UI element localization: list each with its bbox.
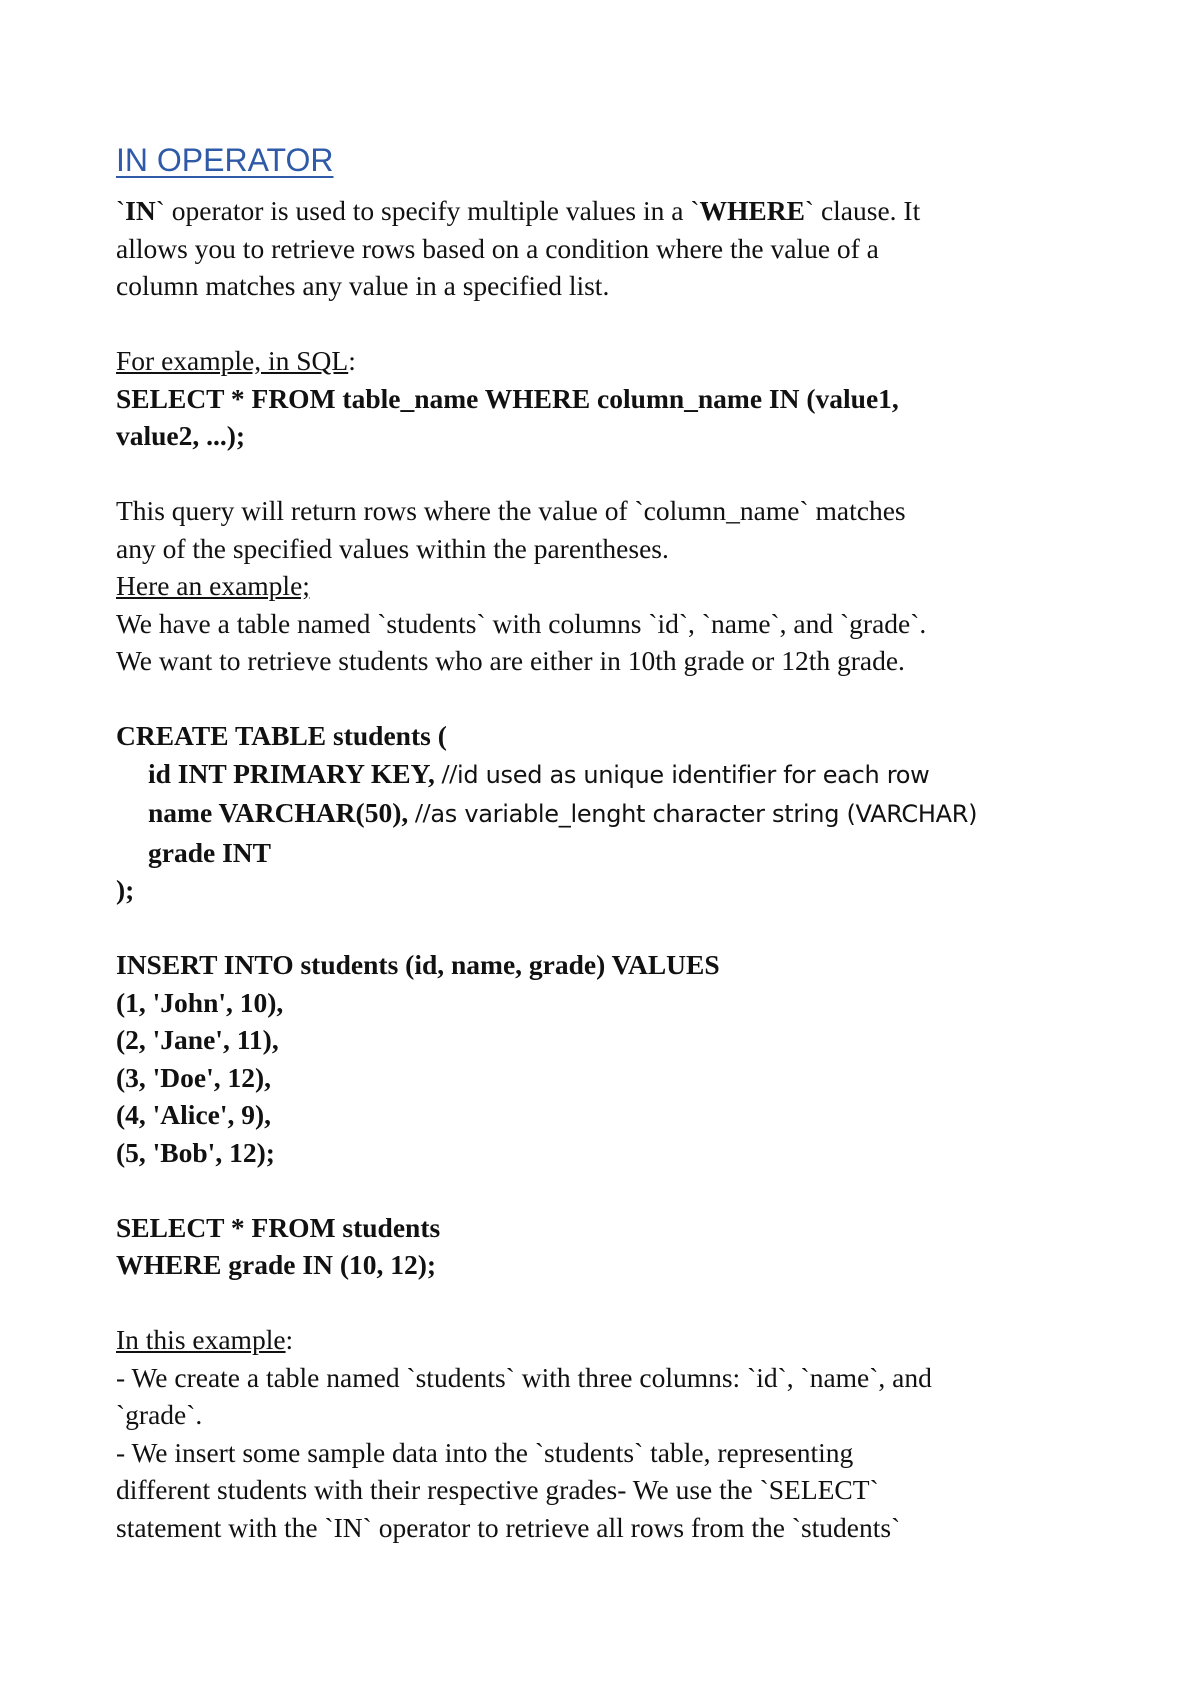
sql-syntax-line-1: SELECT * FROM table_name WHERE column_name IN (value1, [116,382,899,414]
example-label: For example, in SQL [116,345,349,376]
summary-line-3: - We insert some sample data into the `students` table, representing [116,1436,854,1468]
summary-line-1: - We create a table named `students` with three columns: `id`, `name`, and [116,1361,932,1393]
column-grade-line: grade INT [148,836,271,868]
summary-line-5: statement with the `IN` operator to retrieve all rows from the `students` [116,1511,901,1543]
column-name-comment: as variable_lenght character string (VARCHAR) [430,800,978,828]
sql-syntax-line-2: value2, ...); [116,420,246,451]
insert-row: (4, 'Alice', 9), [116,1099,272,1130]
explain-line-4: We want to retrieve students who are either in 10th grade or 12th grade. [116,645,905,676]
column-name-line [116,794,1096,834]
insert-row: (5, 'Bob', 12); [116,1136,275,1168]
spacer [116,305,1096,343]
summary-colon: : [285,1324,294,1355]
insert-row: (3, 'Doe', 12), [116,1061,272,1093]
document-page [116,138,1096,1546]
summary-label-line [116,1321,1096,1359]
here-example-label: Here an example; [116,570,310,601]
spacer [116,455,1096,493]
intro-text: ` [116,195,126,226]
intro-text: ` clause. It [804,195,921,226]
create-table-line: CREATE TABLE students ( [116,720,447,751]
insert-line: INSERT INTO students (id, name, grade) VALUES [116,949,720,980]
example-label-line [116,342,1096,380]
column-id-comment: id used as unique identifier for each row [456,760,930,789]
create-table-close: ); [116,874,135,905]
summary-line-4: different students with their respective grades- We use the `SELECT` [116,1474,879,1505]
summary-label: In this example [116,1324,286,1355]
explain-line-1: This query will return rows where the value of `column_name` matches [116,495,906,526]
intro-line-2: allows you to retrieve rows based on a condition where the value of a [116,232,879,264]
column-id-line [116,755,1096,795]
here-example-line [116,567,1096,605]
insert-row: (2, 'Jane', 11), [116,1024,279,1055]
where-keyword: WHERE [699,195,805,226]
explain-line-2: any of the specified values within the parentheses. [116,532,669,564]
column-id-code: id INT PRIMARY KEY, // [148,757,457,789]
select-line-2: WHERE grade IN (10, 12); [116,1249,437,1280]
intro-line-1 [116,192,1096,230]
insert-row: (1, 'John', 10), [116,986,284,1018]
spacer [116,1171,1096,1209]
column-name-code: name VARCHAR(50), // [148,797,431,828]
select-line-1: SELECT * FROM students [116,1211,441,1243]
intro-line-3: column matches any value in a specified list. [116,270,610,301]
spacer [116,1284,1096,1322]
in-keyword: IN [125,195,156,226]
summary-line-2: `grade`. [116,1399,203,1430]
spacer [116,909,1096,947]
page-title: IN OPERATOR [116,142,334,178]
explain-line-3: We have a table named `students` with columns `id`, `name`, and `grade`. [116,607,927,639]
spacer [116,680,1096,718]
intro-text: ` operator is used to specify multiple values in a ` [155,195,700,226]
example-colon: : [348,345,356,376]
